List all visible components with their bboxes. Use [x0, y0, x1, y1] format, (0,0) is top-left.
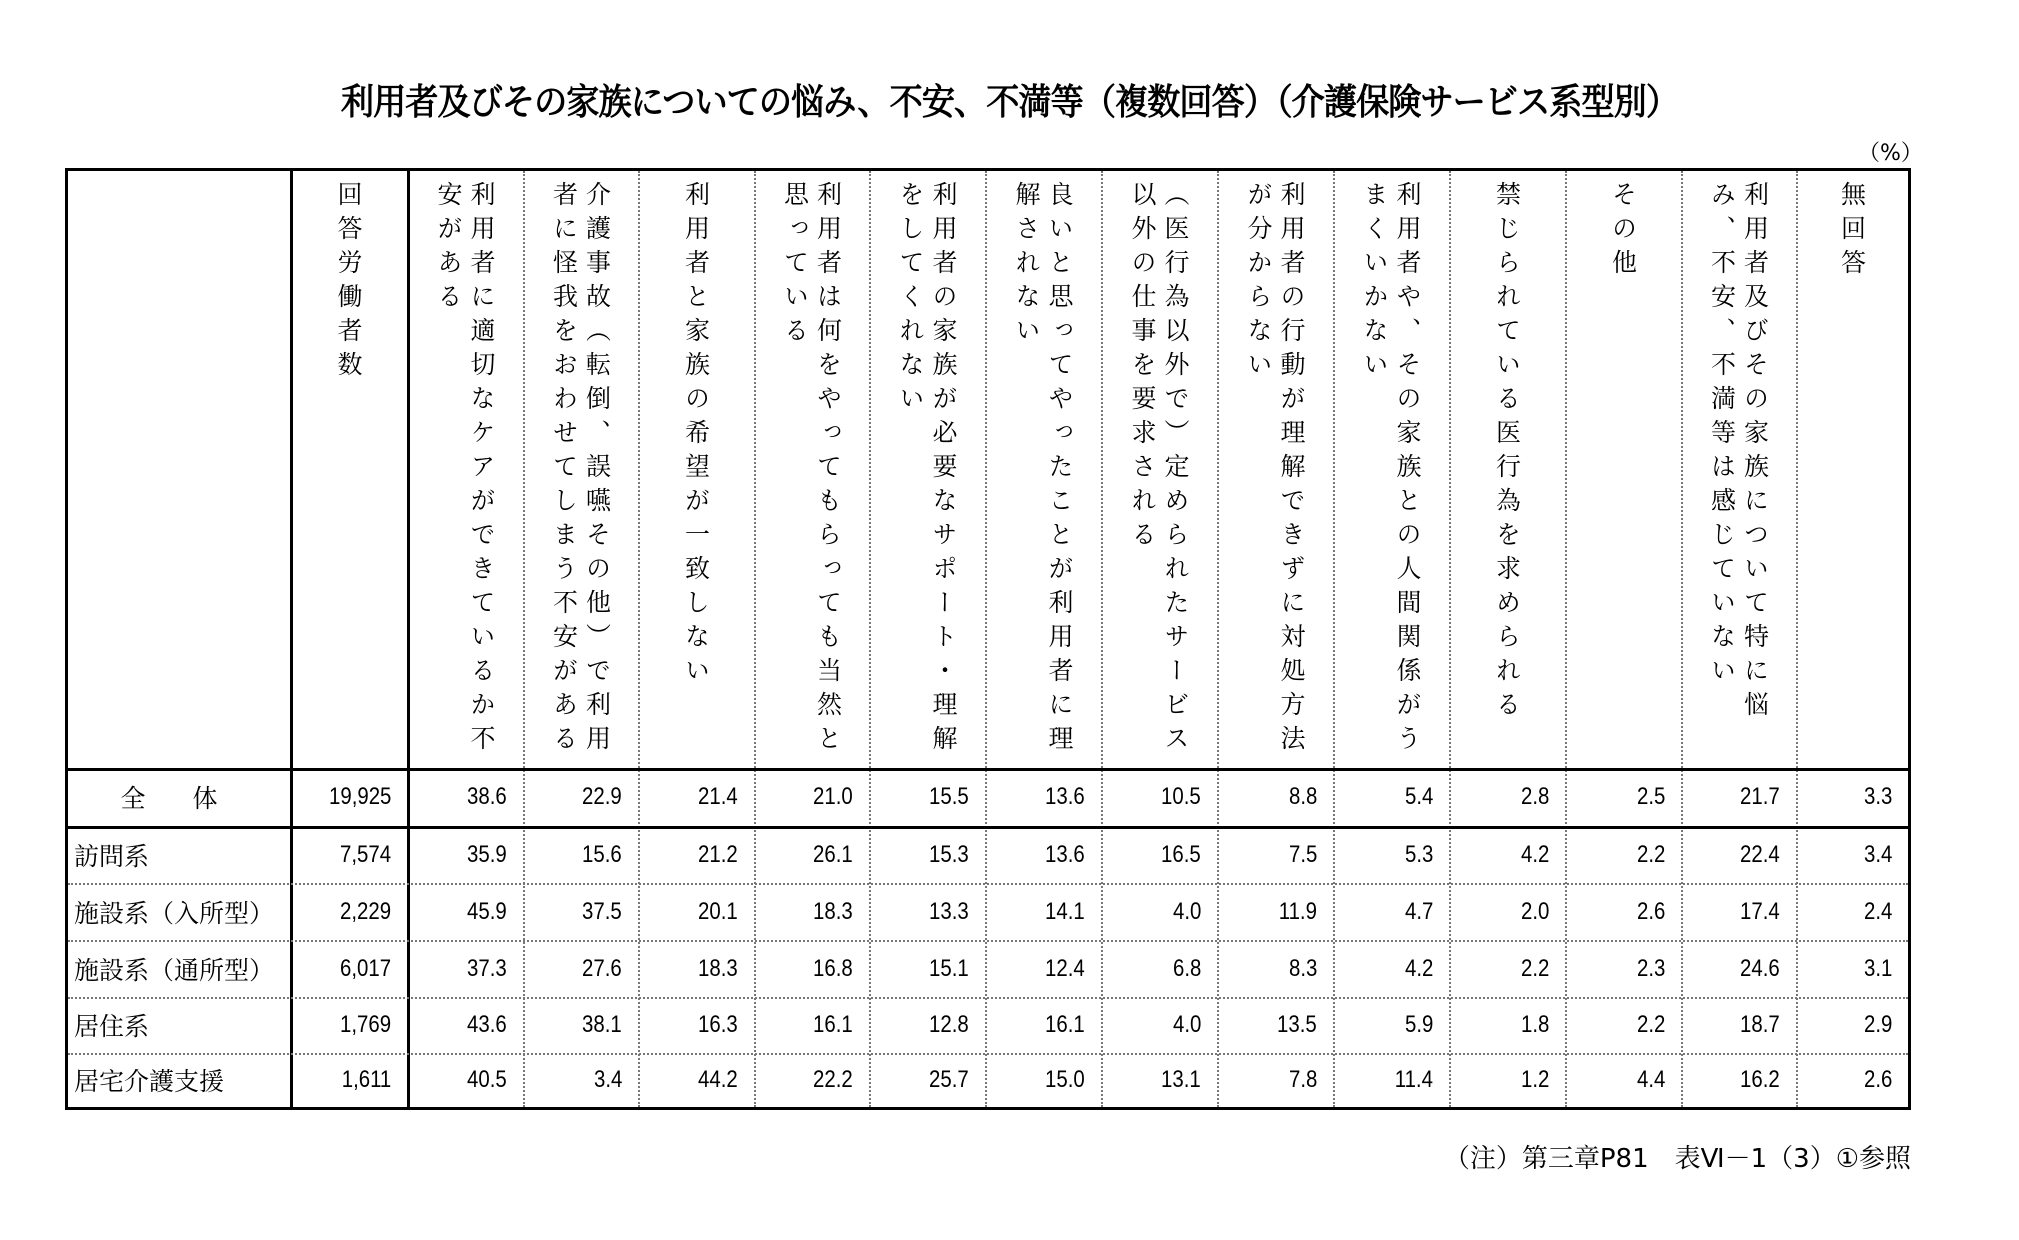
row-label: 居宅介護支援 — [74, 1068, 225, 1096]
table-cell — [1217, 883, 1333, 940]
row-label: 施設系（入所型） — [74, 899, 275, 928]
table-cell — [754, 940, 869, 997]
table-cell — [1796, 940, 1908, 997]
column-header-label: その他 — [1608, 181, 1638, 283]
cell-value: 4.2 — [1404, 954, 1433, 982]
cell-value: 13.6 — [1045, 783, 1085, 810]
cell-value: 4.7 — [1404, 897, 1433, 925]
table-cell — [1217, 1053, 1333, 1107]
cell-value: 2.9 — [1863, 1011, 1892, 1038]
table-cell — [1796, 997, 1908, 1053]
table-cell — [1565, 1053, 1681, 1107]
table-cell — [869, 883, 985, 940]
table-cell — [523, 768, 638, 826]
table-cell — [1565, 940, 1681, 997]
cell-value: 18.7 — [1740, 1011, 1780, 1038]
table-cell — [523, 826, 638, 883]
table-cell — [638, 940, 754, 997]
cell-value: 17.4 — [1740, 897, 1780, 925]
cell-value: 13.6 — [1045, 840, 1085, 868]
cell-value: 22.4 — [1740, 840, 1780, 868]
cell-value: 2.6 — [1863, 1066, 1892, 1093]
footnote: （注）第三章P81 表Ⅵ－1（3）①参照 — [1443, 1144, 1911, 1174]
cell-value: 26.1 — [813, 840, 853, 868]
table-cell — [1101, 940, 1217, 997]
cell-value: 2.4 — [1863, 897, 1892, 925]
column-header-label: 良いと思ってやったことが利用者に理解されない — [1012, 181, 1074, 759]
cell-value: 16.8 — [813, 954, 853, 982]
cell-value: 1.8 — [1520, 1011, 1549, 1038]
cell-value: 38.6 — [467, 783, 507, 810]
cell-value: 4.0 — [1172, 897, 1201, 925]
table-cell — [869, 1053, 985, 1107]
table-cell — [1449, 768, 1565, 826]
table-cell — [1333, 826, 1449, 883]
table-cell — [1681, 883, 1796, 940]
cell-value: 3.4 — [1863, 840, 1892, 868]
cell-value: 20.1 — [698, 897, 738, 925]
cell-value: 2.6 — [1636, 897, 1665, 925]
table-cell — [1565, 768, 1681, 826]
table-cell — [1565, 883, 1681, 940]
cell-value: 45.9 — [467, 897, 507, 925]
column-header-label: （医行為以外で）定められたサービス以外の仕事を要求される — [1128, 181, 1190, 759]
cell-value: 3.4 — [593, 1066, 622, 1093]
table-cell — [638, 883, 754, 940]
row-label: 訪問系 — [74, 842, 150, 871]
table-cell — [290, 997, 407, 1053]
table-cell — [1681, 768, 1796, 826]
column-header — [1565, 171, 1681, 768]
cell-value: 19,925 — [328, 783, 391, 810]
table-cell — [1333, 768, 1449, 826]
table-cell — [1681, 940, 1796, 997]
column-header-label: 利用者及びその家族について特に悩み、不安、不満等は感じていない — [1707, 181, 1770, 725]
column-header — [1796, 171, 1908, 768]
table-cell — [290, 883, 407, 940]
table-cell — [1681, 826, 1796, 883]
cell-value: 21.0 — [813, 783, 853, 810]
table-cell — [985, 768, 1101, 826]
table-cell — [290, 826, 407, 883]
table-cell — [754, 826, 869, 883]
table-cell — [407, 1053, 523, 1107]
cell-value: 7.5 — [1288, 840, 1317, 868]
table-cell — [1796, 883, 1908, 940]
cell-value: 4.4 — [1636, 1066, 1665, 1093]
table-cell — [1449, 1053, 1565, 1107]
cell-value: 13.1 — [1161, 1066, 1201, 1093]
table-cell — [1101, 1053, 1217, 1107]
column-header-label: 利用者の行動が理解できずに対処方法が分からない — [1244, 181, 1306, 759]
column-header-label: 利用者は何をやってもらっても当然と思っている — [780, 181, 843, 759]
table-cell — [1333, 1053, 1449, 1107]
cell-value: 10.5 — [1161, 783, 1201, 810]
table-cell — [407, 883, 523, 940]
table-cell — [1796, 768, 1908, 826]
cell-value: 13.3 — [929, 897, 969, 925]
column-header — [1101, 171, 1217, 768]
column-header-label: 禁じられている医行為を求められる — [1492, 181, 1522, 725]
table-cell — [1101, 883, 1217, 940]
cell-value: 16.1 — [813, 1011, 853, 1038]
table-cell — [638, 768, 754, 826]
cell-value: 14.1 — [1045, 897, 1085, 925]
table-cell — [638, 826, 754, 883]
table-cell — [638, 997, 754, 1053]
cell-value: 16.3 — [698, 1011, 738, 1038]
cell-value: 2.5 — [1636, 783, 1665, 810]
cell-value: 13.5 — [1277, 1011, 1317, 1038]
table-cell — [985, 997, 1101, 1053]
cell-value: 6.8 — [1172, 954, 1201, 982]
table-cell — [1333, 997, 1449, 1053]
cell-value: 16.5 — [1161, 840, 1201, 868]
row-label: 施設系（通所型） — [74, 956, 275, 985]
table-cell — [1101, 997, 1217, 1053]
cell-value: 15.5 — [929, 783, 969, 810]
table-cell — [1217, 826, 1333, 883]
cell-value: 18.3 — [698, 954, 738, 982]
cell-value: 11.4 — [1394, 1066, 1433, 1093]
cell-value: 3.3 — [1863, 783, 1892, 810]
table-cell — [1217, 940, 1333, 997]
table-cell — [523, 940, 638, 997]
cell-value: 12.8 — [929, 1011, 969, 1038]
table-cell — [985, 940, 1101, 997]
column-header — [407, 171, 523, 768]
column-header — [754, 171, 869, 768]
cell-value: 22.2 — [813, 1066, 853, 1093]
cell-value: 43.6 — [467, 1011, 507, 1038]
cell-value: 1.2 — [1520, 1066, 1549, 1093]
table-cell — [407, 940, 523, 997]
cell-value: 3.1 — [1863, 954, 1892, 982]
cell-value: 1,769 — [339, 1011, 391, 1038]
column-header — [1681, 171, 1796, 768]
cell-value: 6,017 — [339, 954, 391, 982]
cell-value: 21.7 — [1740, 783, 1780, 810]
cell-value: 37.3 — [467, 954, 507, 982]
table-cell — [1449, 940, 1565, 997]
cell-value: 16.1 — [1045, 1011, 1085, 1038]
table-cell — [869, 940, 985, 997]
cell-value: 40.5 — [467, 1066, 507, 1093]
cell-value: 2.3 — [1636, 954, 1665, 982]
cell-value: 22.9 — [582, 783, 622, 810]
column-header — [1333, 171, 1449, 768]
row-label: 全 体 — [120, 785, 238, 813]
table-cell — [869, 826, 985, 883]
table-cell — [407, 768, 523, 826]
table-cell — [1449, 826, 1565, 883]
table-cell — [1449, 997, 1565, 1053]
column-header-label: 利用者に適切なケアができているか不安がある — [434, 181, 496, 759]
row-label: 居住系 — [74, 1013, 150, 1041]
cell-value: 18.3 — [813, 897, 853, 925]
cell-value: 5.4 — [1404, 783, 1433, 810]
cell-value: 2.8 — [1520, 783, 1549, 810]
table-cell — [985, 883, 1101, 940]
table-cell — [290, 1053, 407, 1107]
cell-value: 2.2 — [1520, 954, 1549, 982]
cell-value: 15.6 — [582, 840, 622, 868]
cell-value: 12.4 — [1045, 954, 1085, 982]
table-cell — [523, 1053, 638, 1107]
cell-value: 2.2 — [1636, 840, 1665, 868]
table-cell — [1449, 883, 1565, 940]
cell-value: 2,229 — [339, 897, 391, 925]
column-header-label: 無回答 — [1837, 181, 1867, 283]
cell-value: 8.3 — [1288, 954, 1317, 982]
table-cell — [638, 1053, 754, 1107]
cell-value: 24.6 — [1740, 954, 1780, 982]
cell-value: 25.7 — [929, 1066, 969, 1093]
cell-value: 5.3 — [1404, 840, 1433, 868]
column-header-label: 介護事故（転倒、誤嚥その他）で利用者に怪我をおわせてしまう不安がある — [549, 181, 612, 759]
cell-value: 8.8 — [1288, 783, 1317, 810]
table-cell — [754, 883, 869, 940]
table-cell — [523, 883, 638, 940]
cell-value: 7,574 — [339, 840, 391, 868]
cell-value: 11.9 — [1278, 897, 1317, 925]
table-cell — [1565, 826, 1681, 883]
cell-value: 37.5 — [582, 897, 622, 925]
column-header-label: 利用者の家族が必要なサポート・理解をしてくれない — [896, 181, 958, 759]
table-cell — [290, 768, 407, 826]
table-cell — [1565, 997, 1681, 1053]
table-cell — [985, 826, 1101, 883]
cell-value: 15.0 — [1045, 1066, 1085, 1093]
column-header — [1217, 171, 1333, 768]
table-cell — [523, 997, 638, 1053]
table-cell — [1796, 1053, 1908, 1107]
table-cell — [985, 1053, 1101, 1107]
table-cell — [754, 768, 869, 826]
column-header — [290, 171, 407, 768]
cell-value: 1,611 — [341, 1066, 391, 1093]
table-cell — [1333, 883, 1449, 940]
cell-value: 4.2 — [1520, 840, 1549, 868]
table-cell — [754, 1053, 869, 1107]
table-cell — [407, 997, 523, 1053]
cell-value: 15.3 — [929, 840, 969, 868]
table-cell — [1681, 1053, 1796, 1107]
column-header-label: 回答労働者数 — [334, 181, 363, 385]
column-header — [1449, 171, 1565, 768]
cell-value: 21.2 — [698, 840, 738, 868]
cell-value: 7.8 — [1288, 1066, 1317, 1093]
table-cell — [1333, 940, 1449, 997]
table-cell — [1681, 997, 1796, 1053]
cell-value: 15.1 — [929, 954, 969, 982]
column-header — [869, 171, 985, 768]
table-cell — [1217, 997, 1333, 1053]
cell-value: 2.2 — [1636, 1011, 1665, 1038]
cell-value: 21.4 — [698, 783, 738, 810]
data-table — [65, 168, 1911, 1110]
column-header — [638, 171, 754, 768]
column-header — [985, 171, 1101, 768]
cell-value: 38.1 — [582, 1011, 622, 1038]
page-title: 利用者及びその家族についての悩み、不安、不満等（複数回答）（介護保険サービス系型別） — [340, 82, 1679, 123]
table-cell — [869, 997, 985, 1053]
cell-value: 44.2 — [698, 1066, 738, 1093]
cell-value: 27.6 — [582, 954, 622, 982]
table-cell — [1101, 768, 1217, 826]
table-cell — [869, 768, 985, 826]
table-cell — [1796, 826, 1908, 883]
column-header — [523, 171, 638, 768]
cell-value: 35.9 — [467, 840, 507, 868]
cell-value: 2.0 — [1520, 897, 1549, 925]
unit-label: （%） — [1858, 141, 1923, 166]
table-cell — [407, 826, 523, 883]
cell-value: 5.9 — [1404, 1011, 1433, 1038]
column-header-label: 利用者や、その家族との人間関係がうまくいかない — [1360, 181, 1422, 759]
table-cell — [1217, 768, 1333, 826]
cell-value: 4.0 — [1172, 1011, 1201, 1038]
table-cell — [1101, 826, 1217, 883]
table-cell — [754, 997, 869, 1053]
cell-value: 16.2 — [1740, 1066, 1780, 1093]
table-cell — [290, 940, 407, 997]
column-header-label: 利用者と家族の希望が一致しない — [681, 181, 711, 691]
